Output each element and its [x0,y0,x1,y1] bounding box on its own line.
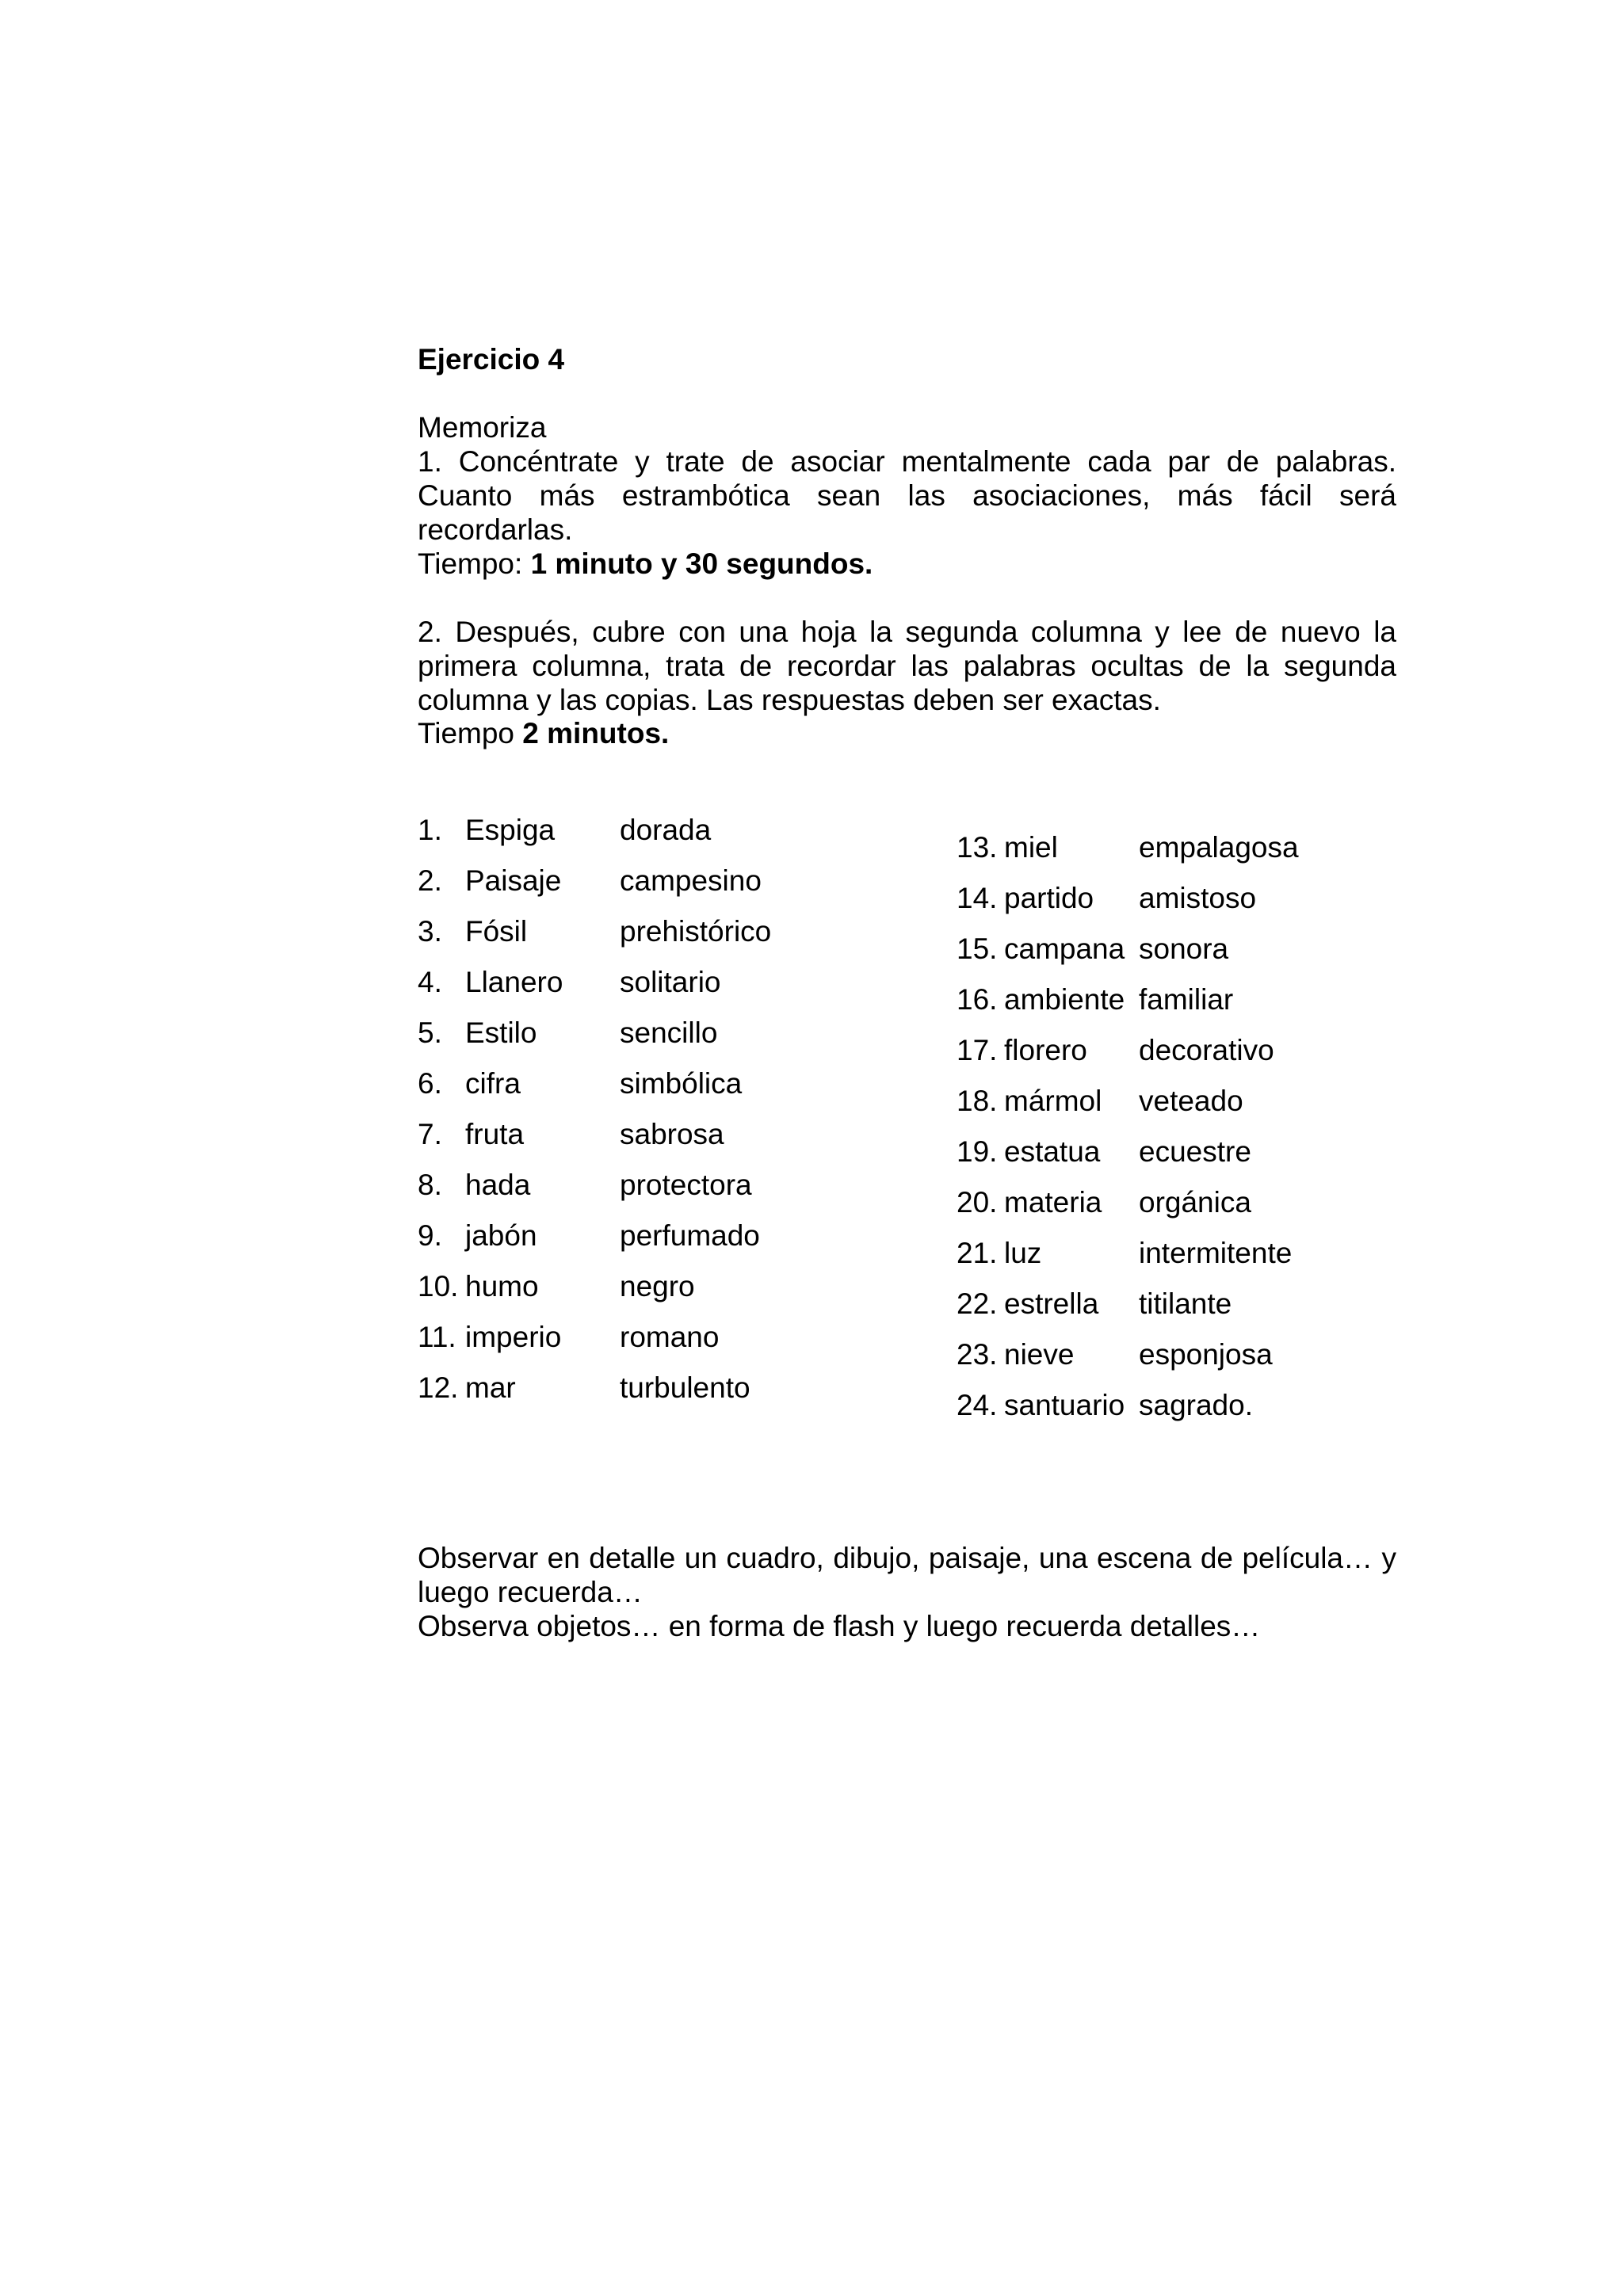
step-1-text: 1. Concéntrate y trate de asociar mentalmente cada par de palabras. Cuanto más estrambótica sean las asociaciones, más fácil será recordarlas. [418,445,1396,546]
pair-word-2: sagrado. [1139,1389,1253,1421]
step-2-text: 2. Después, cubre con una hoja la segunda columna y lee de nuevo la primera columna, trata de recordar las palabras ocultas de la segunda columna y las copias. Las respuestas deben ser exactas. [418,616,1396,716]
pair-word-1: Llanero [465,966,563,998]
pair-word-1: Estilo [465,1016,537,1049]
pair-word-2: sencillo [620,1016,718,1049]
pair-number: 20. [957,1186,998,1219]
pair-word-2: negro [620,1270,695,1302]
step-1-time-value: 1 minuto y 30 segundos. [530,547,873,580]
pair-number: 15. [957,933,998,965]
pair-word-2: sonora [1139,933,1229,965]
pair-number: 23. [957,1338,998,1371]
pair-number: 1. [418,814,442,846]
pair-word-2: prehistórico [620,915,772,948]
pair-word-1: estrella [1004,1287,1099,1320]
pair-word-2: solitario [620,966,721,998]
pair-number: 12. [418,1371,459,1404]
pair-word-2: veteado [1139,1085,1243,1117]
pair-word-2: decorativo [1139,1034,1274,1066]
observation-paragraph-2: Observa objetos… en forma de flash y luego recuerda detalles… [418,1610,1261,1642]
pair-word-1: mar [465,1371,516,1404]
pair-word-1: jabón [465,1219,537,1252]
pair-word-1: ambiente [1004,983,1125,1016]
pair-word-2: simbólica [620,1067,743,1100]
pair-number: 16. [957,983,998,1016]
pair-number: 6. [418,1067,442,1100]
pair-number: 24. [957,1389,998,1421]
pair-word-1: fruta [465,1118,525,1150]
pair-number: 2. [418,864,442,897]
pair-number: 17. [957,1034,998,1066]
pair-number: 14. [957,882,998,914]
pair-word-1: mármol [1004,1085,1102,1117]
pair-word-2: esponjosa [1139,1338,1273,1371]
pair-word-1: nieve [1004,1338,1075,1371]
pair-word-1: materia [1004,1186,1102,1219]
pair-word-2: orgánica [1139,1186,1251,1219]
pair-word-2: romano [620,1321,720,1353]
pair-word-2: empalagosa [1139,831,1299,864]
pair-word-2: intermitente [1139,1237,1293,1269]
pair-word-2: campesino [620,864,762,897]
pair-word-1: cifra [465,1067,521,1100]
pair-word-2: dorada [620,814,712,846]
instruction-heading: Memoriza [418,411,547,444]
pair-word-2: sabrosa [620,1118,724,1150]
pair-number: 5. [418,1016,442,1049]
pair-number: 8. [418,1169,442,1201]
pair-number: 9. [418,1219,442,1252]
pair-word-2: protectora [620,1169,752,1201]
step-2-time-label: Tiempo [418,717,523,749]
pair-word-1: estatua [1004,1135,1101,1168]
pair-word-1: hada [465,1169,531,1201]
pair-word-1: florero [1004,1034,1087,1066]
pair-word-1: luz [1004,1237,1042,1269]
pair-word-1: campana [1004,933,1125,965]
pair-word-1: Fósil [465,915,528,948]
pair-number: 10. [418,1270,459,1302]
pair-number: 19. [957,1135,998,1168]
pair-word-1: miel [1004,831,1058,864]
pair-word-2: titilante [1139,1287,1232,1320]
pair-number: 7. [418,1118,442,1150]
pair-number: 21. [957,1237,998,1269]
pair-word-1: humo [465,1270,539,1302]
pair-number: 18. [957,1085,998,1117]
pair-number: 4. [418,966,442,998]
pair-word-2: amistoso [1139,882,1257,914]
pair-word-1: imperio [465,1321,562,1353]
step-1-time-label: Tiempo: [418,547,531,580]
pair-number: 11. [418,1321,456,1353]
pair-number: 22. [957,1287,998,1320]
step-2-time-value: 2 minutos. [522,717,670,749]
step-2-time [418,716,1396,750]
observation-paragraph-1: Observar en detalle un cuadro, dibujo, paisaje, una escena de película… y luego recuerda… [418,1542,1396,1608]
exercise-title: Ejercicio 4 [418,343,565,376]
pair-word-1: santuario [1004,1389,1125,1421]
pair-number: 3. [418,915,442,948]
pair-word-2: ecuestre [1139,1135,1251,1168]
step-1-time [418,547,1396,581]
pair-word-1: Espiga [465,814,556,846]
pair-word-1: Paisaje [465,864,562,897]
pair-word-2: turbulento [620,1371,750,1404]
pair-number: 13. [957,831,998,864]
pair-word-2: perfumado [620,1219,760,1252]
pair-word-2: familiar [1139,983,1234,1016]
pair-word-1: partido [1004,882,1094,914]
